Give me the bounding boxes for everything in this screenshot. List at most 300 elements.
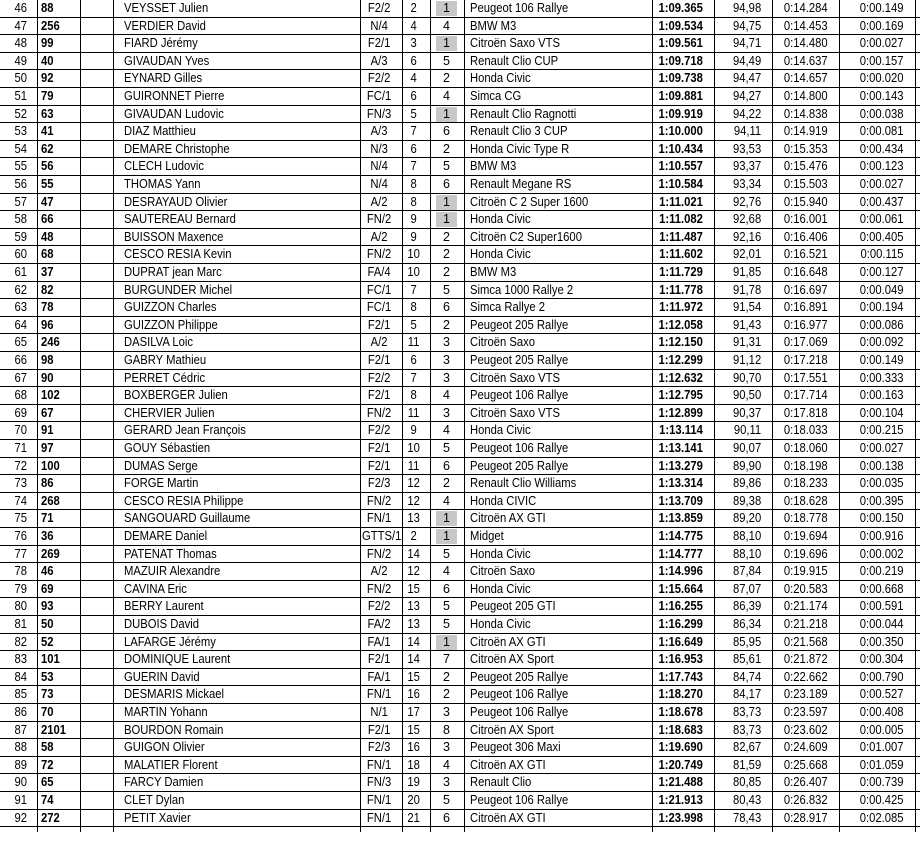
time-cell: 1:13.859 [658, 511, 703, 526]
gap-to-leader-cell: 0:16.648 [783, 265, 828, 279]
time-cell: 1:12.899 [658, 405, 703, 420]
gap-to-leader-cell: 0:23.597 [783, 705, 828, 719]
driver-name-cell: SANGOUARD Guillaume [124, 511, 251, 526]
gap-to-leader-cell: 0:16.521 [783, 247, 828, 262]
percentage-cell: 90,50 [733, 388, 762, 403]
gap-to-previous-cell: 0:00.061 [859, 212, 904, 227]
car-model-cell: Simca Rallye 2 [470, 300, 546, 315]
class-cell: N/4 [370, 18, 388, 33]
gap-to-leader-cell: 0:14.284 [783, 1, 828, 15]
class-rank-cell [436, 775, 457, 790]
driver-name-cell: DUBOIS David [124, 617, 200, 631]
class-cell: FN/1 [366, 687, 392, 702]
class-rank-cell [436, 406, 457, 421]
car-number-cell: 53 [41, 669, 54, 684]
gap-to-previous-cell: 0:00.350 [859, 634, 904, 649]
class-position-cell: 16 [407, 687, 420, 702]
class-cell: F2/3 [367, 740, 391, 755]
driver-name-cell: CESCO RESIA Kevin [124, 247, 232, 262]
driver-name-cell: CHERVIER Julien [124, 405, 215, 420]
car-number-cell: 67 [41, 405, 54, 420]
class-rank-cell [436, 335, 457, 350]
class-position-cell: 17 [407, 705, 420, 719]
class-cell: F2/1 [367, 458, 391, 473]
gap-to-previous-cell: 0:00.916 [859, 529, 904, 543]
car-number-cell: 268 [41, 493, 60, 508]
class-rank-cell [436, 441, 457, 456]
percentage-cell: 92,68 [733, 212, 762, 227]
class-rank-value: 5 [443, 159, 450, 174]
class-position-cell: 11 [407, 458, 420, 473]
class-rank-value: 1 [443, 634, 450, 649]
table-row [0, 70, 920, 88]
car-model-cell: Peugeot 205 GTI [470, 599, 556, 614]
class-position-cell: 4 [410, 71, 417, 86]
position-cell: 82 [14, 634, 27, 649]
car-model-cell: Honda Civic Type R [470, 141, 570, 156]
position-cell: 92 [14, 810, 27, 825]
class-rank-cell [436, 89, 457, 104]
driver-name-cell: GOUY Sébastien [124, 441, 211, 455]
class-rank-value: 3 [443, 740, 450, 755]
percentage-cell: 91,78 [733, 282, 762, 297]
percentage-cell: 83,73 [733, 722, 762, 737]
position-cell: 46 [14, 1, 27, 15]
time-cell: 1:16.649 [658, 634, 703, 649]
car-model-cell: Renault Clio CUP [470, 53, 559, 68]
class-rank-value: 4 [443, 493, 450, 508]
car-model-cell: Honda CIVIC [470, 493, 537, 508]
percentage-cell: 93,34 [733, 177, 762, 191]
car-model-cell: Citroën AX GTI [470, 757, 546, 772]
gap-to-leader-cell: 0:16.001 [783, 212, 828, 227]
class-rank-cell [436, 423, 457, 438]
time-cell: 1:15.664 [658, 581, 703, 596]
class-cell: F2/1 [367, 441, 391, 455]
class-rank-cell [436, 177, 457, 192]
class-rank-cell [436, 564, 457, 579]
position-cell: 62 [14, 282, 27, 297]
class-rank-value: 3 [443, 405, 450, 420]
percentage-cell: 88,10 [733, 546, 762, 561]
driver-name-cell: GIVAUDAN Yves [124, 53, 210, 68]
class-position-cell: 10 [407, 265, 420, 279]
class-cell: FN/3 [366, 106, 392, 121]
percentage-cell: 85,61 [733, 652, 762, 667]
car-number-cell: 91 [41, 423, 54, 438]
driver-name-cell: DUPRAT jean Marc [124, 265, 222, 279]
gap-to-leader-cell: 0:19.915 [783, 564, 828, 579]
class-position-cell: 6 [410, 89, 417, 103]
class-cell: FN/2 [366, 405, 392, 420]
percentage-cell: 85,95 [733, 634, 762, 649]
time-cell: 1:11.021 [659, 194, 703, 209]
gap-to-previous-cell: 0:00.115 [860, 247, 904, 262]
class-rank-value: 2 [443, 141, 450, 156]
position-cell: 49 [14, 53, 27, 68]
table-row [0, 528, 920, 546]
class-cell: FA/2 [367, 617, 391, 631]
table-row [0, 581, 920, 599]
driver-name-cell: PERRET Cédric [124, 370, 206, 385]
driver-name-cell: DESRAYAUD Olivier [124, 194, 228, 209]
car-model-cell: Citroën C 2 Super 1600 [470, 194, 589, 209]
percentage-cell: 89,20 [733, 511, 762, 526]
class-rank-cell [436, 371, 457, 386]
class-position-cell: 12 [407, 564, 420, 579]
table-row [0, 141, 920, 159]
table-row [0, 123, 920, 141]
car-number-cell: 47 [41, 194, 54, 209]
position-cell: 53 [14, 124, 27, 139]
position-cell: 55 [14, 159, 27, 174]
gap-to-previous-cell: 0:00.150 [859, 511, 904, 526]
class-rank-cell [436, 124, 457, 139]
class-rank-value: 8 [443, 722, 450, 737]
class-rank-value: 3 [443, 353, 450, 367]
car-model-cell: Peugeot 106 Rallye [470, 687, 569, 702]
table-row [0, 739, 920, 757]
class-cell: A/2 [370, 335, 388, 350]
car-model-cell: Peugeot 306 Maxi [470, 740, 561, 755]
gap-to-leader-cell: 0:17.714 [783, 388, 828, 403]
table-row [0, 792, 920, 810]
position-cell: 63 [14, 300, 27, 315]
time-cell: 1:18.678 [658, 705, 703, 719]
class-rank-cell [436, 318, 457, 333]
gap-to-leader-cell: 0:23.602 [783, 722, 828, 737]
gap-to-leader-cell: 0:16.977 [783, 317, 828, 332]
class-winner-badge [436, 195, 457, 210]
percentage-cell: 94,49 [733, 53, 762, 68]
car-number-cell: 50 [41, 617, 54, 631]
car-model-cell: Honda Civic [470, 546, 531, 561]
car-model-cell: Peugeot 205 Rallye [470, 353, 569, 367]
percentage-cell: 86,39 [733, 599, 762, 614]
class-rank-cell [436, 71, 457, 86]
position-cell: 72 [14, 458, 27, 473]
class-rank-value: 1 [443, 529, 450, 543]
car-number-cell: 93 [41, 599, 54, 614]
class-rank-value: 1 [443, 212, 450, 227]
gap-to-previous-cell: 0:00.215 [859, 423, 904, 438]
class-rank-value: 5 [443, 599, 450, 614]
driver-name-cell: EYNARD Gilles [124, 71, 203, 86]
class-rank-cell [436, 705, 457, 720]
table-row [0, 616, 920, 634]
position-cell: 68 [14, 388, 27, 403]
position-cell: 61 [14, 265, 27, 279]
gap-to-leader-cell: 0:18.060 [783, 441, 828, 455]
position-cell: 60 [14, 247, 27, 262]
car-model-cell: BMW M3 [470, 159, 517, 174]
class-cell: F2/2 [367, 71, 391, 86]
class-rank-value: 6 [443, 177, 450, 191]
class-rank-cell [436, 159, 457, 174]
class-rank-cell [436, 670, 457, 685]
position-cell: 90 [14, 775, 27, 790]
time-cell: 1:13.314 [658, 476, 703, 491]
class-cell: FC/1 [366, 282, 392, 297]
class-cell: F2/1 [367, 652, 391, 667]
class-cell: N/4 [370, 159, 388, 174]
car-model-cell: Citroën AX GTI [470, 634, 546, 649]
position-cell: 74 [14, 493, 27, 508]
class-position-cell: 16 [407, 740, 420, 755]
percentage-cell: 94,47 [733, 71, 762, 86]
class-rank-value: 3 [443, 775, 450, 790]
gap-to-leader-cell: 0:15.353 [783, 141, 828, 156]
gap-to-previous-cell: 0:02.085 [859, 810, 904, 825]
percentage-cell: 90,70 [733, 370, 762, 385]
car-model-cell: Simca 1000 Rallye 2 [470, 282, 574, 297]
car-number-cell: 37 [41, 265, 54, 279]
class-rank-value: 7 [443, 652, 450, 667]
gap-to-previous-cell: 0:00.405 [859, 229, 904, 244]
car-model-cell: Renault Clio Ragnotti [470, 106, 577, 121]
time-cell: 1:09.881 [658, 89, 703, 103]
class-rank-value: 2 [443, 265, 450, 279]
table-row [0, 282, 920, 300]
class-rank-cell [436, 265, 457, 280]
class-rank-cell [436, 459, 457, 474]
driver-name-cell: VEYSSET Julien [124, 1, 209, 15]
car-model-cell: Honda Civic [470, 423, 531, 438]
car-model-cell: BMW M3 [470, 18, 517, 33]
position-cell: 79 [14, 581, 27, 596]
class-position-cell: 15 [407, 581, 420, 596]
car-model-cell: Citroën Saxo VTS [470, 370, 561, 385]
percentage-cell: 90,07 [733, 441, 762, 455]
position-cell: 52 [14, 106, 27, 121]
gap-to-leader-cell: 0:18.033 [783, 423, 828, 438]
position-cell: 56 [14, 177, 27, 191]
class-cell: F2/3 [367, 476, 391, 491]
gap-to-previous-cell: 0:01.059 [859, 757, 904, 772]
car-model-cell: Renault Clio Williams [470, 476, 577, 491]
table-row [0, 757, 920, 775]
gap-to-previous-cell: 0:00.157 [859, 53, 904, 68]
driver-name-cell: VERDIER David [124, 18, 206, 33]
class-rank-value: 1 [443, 194, 450, 209]
car-number-cell: 48 [41, 229, 54, 244]
percentage-cell: 90,37 [733, 405, 762, 420]
gap-to-previous-cell: 0:00.104 [859, 405, 904, 420]
driver-name-cell: BURGUNDER Michel [124, 282, 233, 297]
car-number-cell: 70 [41, 705, 54, 719]
class-rank-value: 5 [443, 617, 450, 631]
class-rank-cell [436, 652, 457, 667]
driver-name-cell: GUIRONNET Pierre [124, 89, 225, 103]
class-rank-value: 4 [443, 423, 450, 438]
driver-name-cell: DEMARE Christophe [124, 141, 230, 156]
driver-name-cell: BOURDON Romain [124, 722, 224, 737]
driver-name-cell: DEMARE Daniel [124, 529, 208, 543]
position-cell: 69 [14, 405, 27, 420]
driver-name-cell: DASILVA Loic [124, 335, 194, 350]
class-rank-value: 5 [443, 546, 450, 561]
table-row [0, 810, 920, 828]
class-position-cell: 7 [410, 159, 417, 174]
gap-to-leader-cell: 0:17.218 [783, 353, 828, 367]
gap-to-leader-cell: 0:22.662 [783, 669, 828, 684]
percentage-cell: 93,53 [733, 141, 762, 156]
position-cell: 59 [14, 229, 27, 244]
car-model-cell: Peugeot 205 Rallye [470, 669, 569, 684]
class-cell: FN/2 [366, 247, 392, 262]
gap-to-previous-cell: 0:00.044 [859, 617, 904, 631]
class-rank-value: 4 [443, 89, 450, 103]
table-row [0, 106, 920, 124]
gap-to-previous-cell: 0:00.086 [859, 317, 904, 332]
table-row [0, 669, 920, 687]
car-model-cell: Renault Clio 3 CUP [470, 124, 568, 139]
driver-name-cell: GUIZZON Charles [124, 300, 217, 315]
class-cell: FN/2 [366, 581, 392, 596]
car-number-cell: 78 [41, 300, 54, 315]
class-rank-value: 6 [443, 300, 450, 315]
class-rank-cell [436, 247, 457, 262]
table-row [0, 246, 920, 264]
percentage-cell: 94,22 [733, 106, 762, 121]
percentage-cell: 84,17 [733, 687, 762, 702]
gap-to-previous-cell: 0:00.395 [859, 493, 904, 508]
class-rank-value: 1 [443, 1, 450, 15]
driver-name-cell: GABRY Mathieu [124, 353, 207, 367]
class-rank-value: 2 [443, 229, 450, 244]
class-rank-cell [436, 54, 457, 69]
car-number-cell: 98 [41, 353, 54, 367]
time-cell: 1:09.561 [658, 36, 703, 51]
class-cell: FN/1 [366, 511, 392, 526]
percentage-cell: 82,67 [733, 740, 762, 755]
car-number-cell: 46 [41, 564, 54, 579]
class-winner-badge [436, 511, 457, 526]
class-cell: FN/2 [366, 493, 392, 508]
table-row [0, 686, 920, 704]
class-rank-cell [436, 230, 457, 245]
position-cell: 86 [14, 705, 27, 719]
gap-to-previous-cell: 0:00.143 [859, 89, 904, 103]
car-model-cell: Honda Civic [470, 581, 531, 596]
percentage-cell: 89,86 [733, 476, 762, 491]
table-row [0, 634, 920, 652]
gap-to-leader-cell: 0:21.568 [783, 634, 828, 649]
percentage-cell: 81,59 [733, 757, 762, 772]
gap-to-previous-cell: 0:00.027 [859, 36, 904, 51]
position-cell: 71 [14, 441, 27, 455]
gap-to-leader-cell: 0:16.406 [783, 229, 828, 244]
gap-to-leader-cell: 0:20.583 [783, 581, 828, 596]
position-cell: 70 [14, 423, 27, 438]
time-cell: 1:16.953 [658, 652, 703, 667]
gap-to-leader-cell: 0:24.609 [783, 740, 828, 755]
position-cell: 65 [14, 335, 27, 350]
position-cell: 78 [14, 564, 27, 579]
driver-name-cell: SAUTEREAU Bernard [124, 212, 236, 227]
position-cell: 50 [14, 71, 27, 86]
gap-to-leader-cell: 0:18.233 [783, 476, 828, 491]
class-cell: F2/1 [367, 353, 391, 367]
car-number-cell: 52 [41, 634, 54, 649]
gap-to-leader-cell: 0:21.218 [783, 617, 828, 631]
class-cell: N/1 [370, 705, 388, 719]
class-rank-cell [436, 740, 457, 755]
gap-to-previous-cell: 0:00.304 [859, 652, 904, 667]
class-position-cell: 6 [410, 53, 417, 68]
gap-to-leader-cell: 0:14.838 [783, 106, 828, 121]
class-rank-cell [436, 687, 457, 702]
gap-to-previous-cell: 0:00.149 [859, 353, 904, 367]
gap-to-previous-cell: 0:00.002 [859, 546, 904, 561]
class-rank-value: 5 [443, 53, 450, 68]
class-position-cell: 5 [410, 317, 417, 332]
class-position-cell: 6 [410, 353, 417, 367]
time-cell: 1:16.255 [658, 599, 703, 614]
class-position-cell: 14 [407, 546, 420, 561]
car-model-cell: Honda Civic [470, 212, 531, 227]
class-cell: F2/2 [367, 1, 391, 15]
class-rank-value: 2 [443, 669, 450, 684]
car-number-cell: 56 [41, 159, 54, 174]
class-position-cell: 7 [410, 282, 417, 297]
driver-name-cell: GIVAUDAN Ludovic [124, 106, 224, 121]
car-number-cell: 79 [41, 89, 54, 103]
percentage-cell: 91,43 [733, 317, 762, 332]
class-rank-cell [436, 353, 457, 368]
table-row [0, 352, 920, 370]
car-model-cell: Peugeot 205 Rallye [470, 317, 569, 332]
table-row [0, 35, 920, 53]
gap-to-previous-cell: 0:00.123 [859, 159, 904, 174]
class-position-cell: 7 [410, 370, 417, 385]
class-rank-value: 4 [443, 564, 450, 579]
gap-to-leader-cell: 0:21.174 [783, 599, 828, 614]
gap-to-leader-cell: 0:17.551 [783, 370, 828, 385]
percentage-cell: 92,01 [733, 247, 762, 262]
driver-name-cell: LAFARGE Jérémy [124, 634, 216, 649]
percentage-cell: 80,43 [733, 793, 762, 807]
class-rank-cell [436, 599, 457, 614]
class-rank-value: 6 [443, 581, 450, 596]
class-cell: F2/1 [367, 388, 391, 403]
gap-to-leader-cell: 0:16.697 [783, 282, 828, 297]
class-rank-value: 5 [443, 793, 450, 807]
table-row [0, 458, 920, 476]
time-cell: 1:13.141 [658, 441, 703, 455]
gap-to-previous-cell: 0:00.049 [859, 282, 904, 297]
car-model-cell: Honda Civic [470, 617, 531, 631]
car-model-cell: Peugeot 106 Rallye [470, 705, 569, 719]
position-cell: 57 [14, 194, 27, 209]
car-model-cell: Citroën AX GTI [470, 511, 546, 526]
time-cell: 1:10.000 [658, 124, 703, 139]
car-model-cell: Peugeot 106 Rallye [470, 441, 569, 455]
class-rank-cell [436, 494, 457, 509]
percentage-cell: 91,85 [733, 265, 762, 279]
time-cell: 1:20.749 [658, 757, 703, 772]
percentage-cell: 78,43 [733, 810, 762, 825]
class-cell: A/2 [370, 229, 388, 244]
gap-to-leader-cell: 0:15.940 [783, 194, 828, 209]
car-model-cell: Citroën Saxo VTS [470, 405, 561, 420]
table-row [0, 546, 920, 564]
position-cell: 88 [14, 740, 27, 755]
gap-to-previous-cell: 0:00.434 [859, 141, 904, 156]
car-model-cell: Citroën Saxo [470, 564, 536, 579]
class-winner-badge [436, 212, 457, 227]
percentage-cell: 94,27 [733, 89, 762, 103]
